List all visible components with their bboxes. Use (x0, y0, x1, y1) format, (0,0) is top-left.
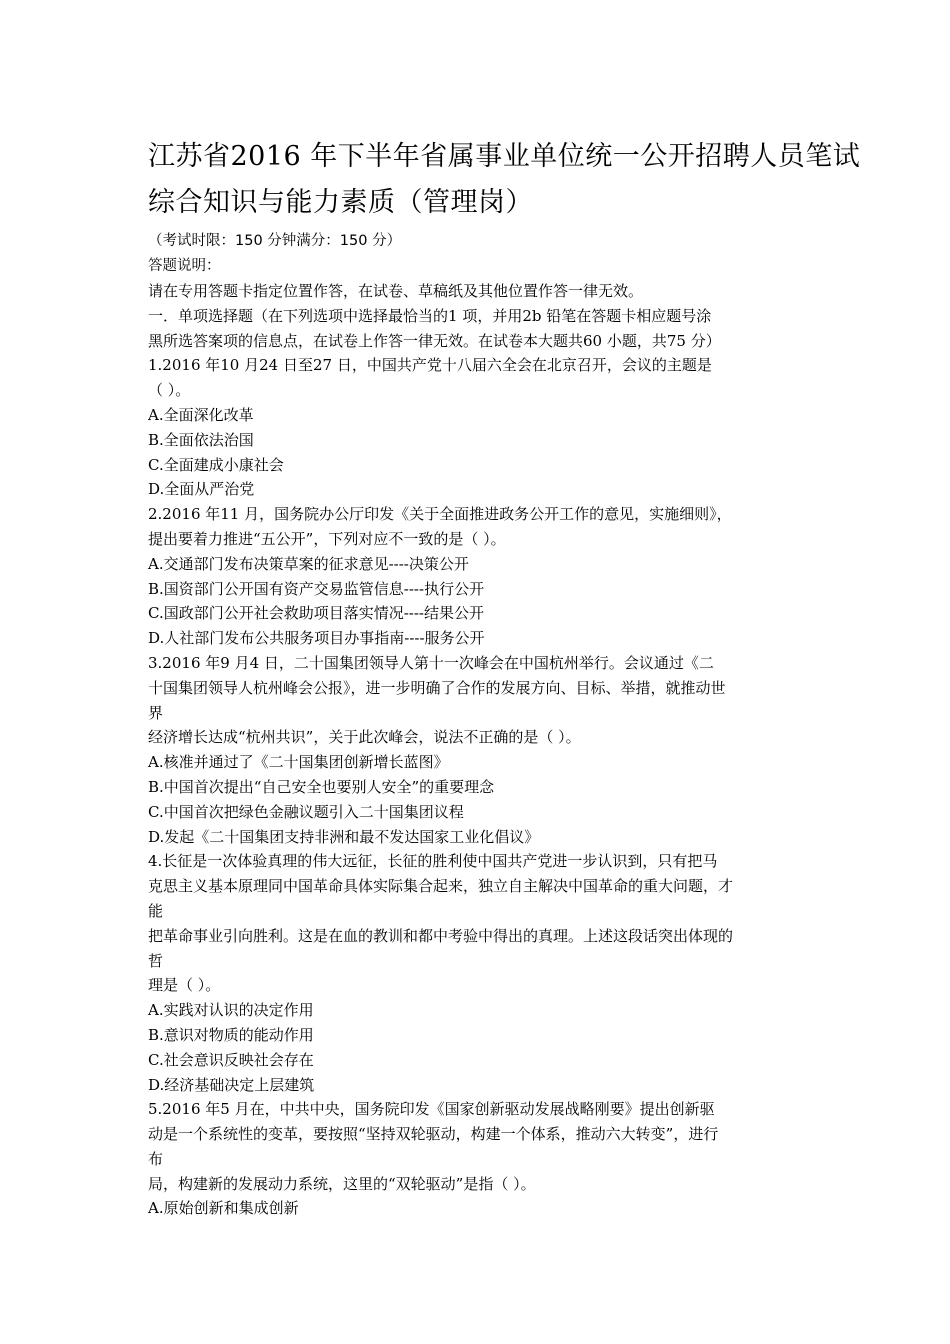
text-line: 请在专用答题卡指定位置作答，在试卷、草稿纸及其他位置作答一律无效。 (148, 282, 644, 300)
text-line: 提出要着力推进“五公开”，下列对应不一致的是（ ）。 (148, 529, 506, 548)
text-line: （ ）。 (148, 381, 191, 400)
text-line: 动是一个系统性的变革，要按照“坚持双轮驱动，构建一个体系，推动六大转变”，进行 (148, 1125, 719, 1144)
text-line: 能 (148, 901, 164, 920)
document-body (148, 279, 808, 1221)
text-line: C.中国首次把绿色金融议题引入二十国集团议程 (148, 802, 464, 821)
text-line: 3.2016 年9 月4 日，二十国集团领导人第十一次峰会在中国杭州举行。会议通过《二 (148, 653, 714, 672)
text-line: 布 (148, 1149, 164, 1168)
text-line: 哲 (148, 951, 164, 970)
text-line: 经济增长达成“杭州共识”，关于此次峰会，说法不正确的是（ ）。 (148, 728, 581, 747)
text-line: 5.2016 年5 月在，中共中央，国务院印发《国家创新驱动发展战略刚要》提出创新驱 (148, 1100, 715, 1119)
text-line: D.发起《二十国集团支持非洲和最不发达国家工业化倡议》 (148, 827, 540, 846)
text-line: D.全面从严治党 (148, 480, 255, 499)
instructions-heading: 答题说明： (148, 258, 221, 274)
text-line: 1.2016 年10 月24 日至27 日，中国共产党十八届六全会在北京召开，会议的主题是 (148, 356, 712, 375)
text-line: C.全面建成小康社会 (148, 455, 284, 474)
text-line: D.人社部门发布公共服务项目办事指南----服务公开 (148, 629, 485, 648)
text-line: 2.2016 年11 月，国务院办公厅印发《关于全面推进政务公开工作的意见，实施细则》， (148, 505, 732, 524)
text-line: 4.长征是一次体验真理的伟大远征，长征的胜利使中国共产党进一步认识到，只有把马 (148, 852, 718, 871)
text-line: B.全面依法治国 (148, 430, 254, 449)
exam-info: （考试时限：150 分钟满分：150 分） (148, 233, 402, 249)
text-line: A.原始创新和集成创新 (148, 1199, 299, 1218)
text-line: C.社会意识反映社会存在 (148, 1050, 314, 1069)
text-line: 黑所选答案项的信息点，在试卷上作答一律无效。在试卷本大题共60 小题，共75 分） (148, 331, 721, 350)
text-line: D.经济基础决定上层建筑 (148, 1075, 315, 1094)
text-line: 十国集团领导人杭州峰会公报》，进一步明确了合作的发展方向、目标、举措，就推动世 (148, 678, 726, 697)
document-title-line-1: 江苏省2016 年下半年省属事业单位统一公开招聘人员笔试 (148, 141, 861, 172)
text-line: B.意识对物质的能动作用 (148, 1025, 314, 1044)
text-line: A.核准并通过了《二十国集团创新增长蓝图》 (148, 753, 449, 772)
text-line: 一．单项选择题（在下列选项中选择最恰当的1 项，并用2b 铅笔在答题卡相应题号涂 (148, 306, 712, 325)
text-line: A.交通部门发布决策草案的征求意见----决策公开 (148, 554, 469, 573)
text-line: 局，构建新的发展动力系统，这里的“双轮驱动”是指（ ）。 (148, 1174, 536, 1193)
text-line: 界 (148, 703, 164, 722)
text-line: A.实践对认识的决定作用 (148, 1001, 314, 1020)
text-line: C.国政部门公开社会救助项目落实情况----结果公开 (148, 604, 484, 623)
text-line: B.中国首次提出“自己安全也要别人安全”的重要理念 (148, 777, 495, 796)
text-line: 克思主义基本原理同中国革命具体实际集合起来，独立自主解决中国革命的重大问题，才 (148, 877, 734, 896)
text-line: 把革命事业引向胜利。这是在血的教训和都中考验中得出的真理。上述这段话突出体现的 (148, 926, 734, 945)
text-line: 理是（ ）。 (148, 976, 221, 995)
text-line: B.国资部门公开国有资产交易监管信息----执行公开 (148, 579, 485, 598)
text-line: A.全面深化改革 (148, 405, 254, 424)
document-title-line-2: 综合知识与能力素质（管理岗） (148, 187, 533, 218)
